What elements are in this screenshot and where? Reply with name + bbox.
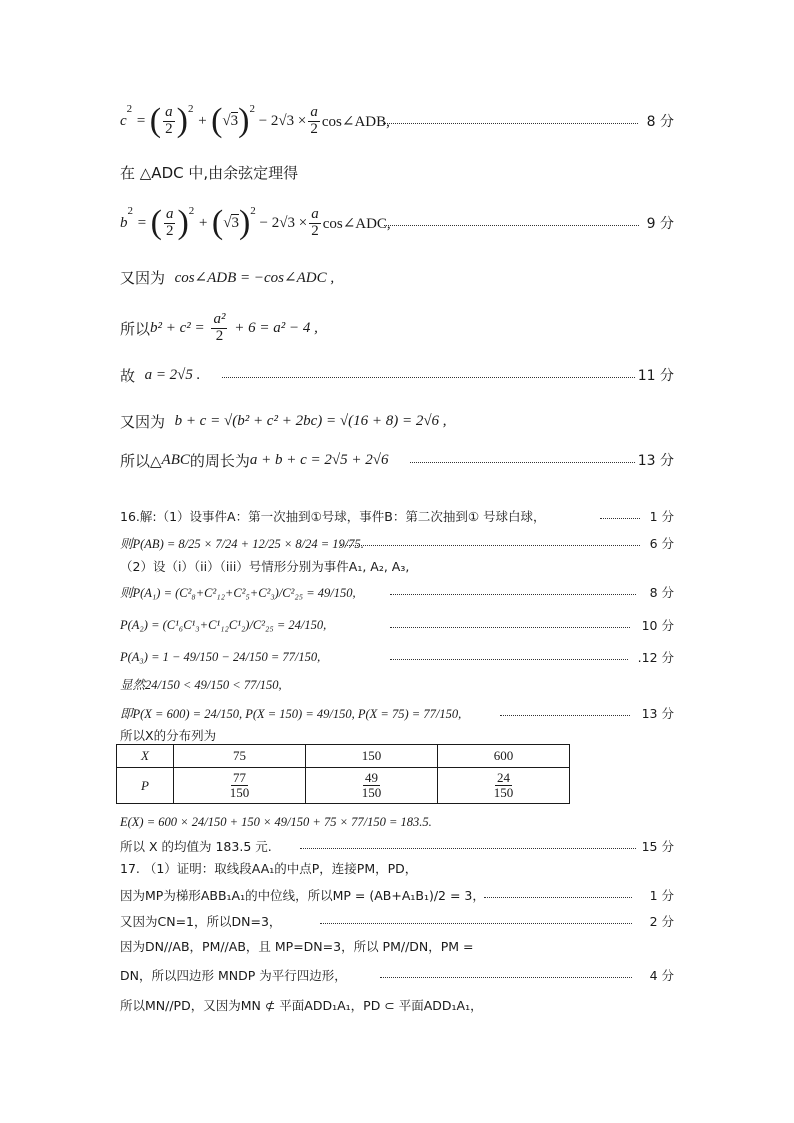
dot-leader xyxy=(380,977,632,978)
lhs-b: b xyxy=(120,214,128,231)
eq-a-value: 故 a = 2√5 . 11 分 xyxy=(0,355,794,395)
dot-leader xyxy=(390,627,630,628)
score-2: 2 分 xyxy=(649,914,674,929)
score-11: 11 分 xyxy=(637,368,674,384)
score-6: 6 分 xyxy=(649,536,674,551)
table-row xyxy=(117,745,570,768)
table-header-x: X xyxy=(117,745,174,768)
score-10: 10 分 xyxy=(641,618,674,633)
score-13: 13 分 xyxy=(637,453,674,469)
q16-line-3: （2）设（i）（ii）（iii）号情形分别为事件A₁, A₂, A₃, xyxy=(120,559,410,574)
table-cell: 600 xyxy=(438,745,570,768)
lhs-c: c xyxy=(120,112,127,129)
dot-leader xyxy=(384,225,639,226)
q17-line-6: 所以MN//PD，又因为MN ⊄ 平面ADD₁A₁，PD ⊂ 平面ADD₁A₁， xyxy=(120,998,483,1013)
table-cell: 75 xyxy=(174,745,306,768)
table-cell: $\frac{49}{150}$ xyxy=(306,768,438,804)
q17-line-1: 17. （1）证明：取线段AA₁的中点P，连接PM，PD， xyxy=(120,861,418,876)
q17-line-4: 因为DN//AB，PM//AB，且 MP=DN=3，所以 PM//DN，PM = xyxy=(120,939,474,954)
dot-leader xyxy=(222,377,635,378)
dot-leader xyxy=(340,545,640,546)
table-header-p: P xyxy=(117,768,174,804)
q17-line-3: 又因为CN=1，所以DN=3， 2 分 xyxy=(0,903,794,939)
eq-b-squared: b 2 = ( $\frac{a}{2}$ ) 2 + ( √ 3 ) 2 − 2√3 × $\frac{a}{2}$ cos∠ADC, 9 分 xyxy=(120,204,674,241)
dot-leader xyxy=(484,897,632,898)
q16-expectation: E(X) = 600 × 24/150 + 150 × 49/150 + 75 × 77/150 = 183.5. xyxy=(120,814,432,829)
score-4: 4 分 xyxy=(649,968,674,983)
q16-mean: 所以 X 的均值为 183.5 元. 15 分 xyxy=(0,828,794,864)
q16-line-8: 即P(X = 600) = 24/150, P(X = 150) = 49/150, P(X = 75) = 77/150, 13 分 xyxy=(0,695,794,731)
dot-leader xyxy=(500,715,630,716)
eq-perimeter: 所以△ ABC 的周长为 a + b + c = 2√5 + 2√6 13 分 xyxy=(0,440,794,480)
text-adc-cosine: 在 △ADC 中,由余弦定理得 xyxy=(120,163,299,182)
text-cos-relation: 又因为 cos∠ADB = −cos∠ADC , xyxy=(120,268,335,287)
dot-leader xyxy=(600,518,640,519)
dot-leader xyxy=(390,659,628,660)
score-1: 1 分 xyxy=(649,509,674,524)
dot-leader xyxy=(383,123,638,124)
dot-leader xyxy=(390,594,636,595)
q16-line-6: P(A₃) = 1 − 49/150 − 24/150 = 77/150, .12 分 xyxy=(0,639,794,675)
q16-line-9: 所以X的分布列为 xyxy=(120,728,217,743)
score-1b: 1 分 xyxy=(649,888,674,903)
eq-c-squared: c 2 = ( $\frac{a}{2}$ ) 2 + ( √ 3 ) 2 − 2√3 × $\frac{a}{2}$ cos∠ADB, 8 分 xyxy=(120,102,674,139)
dot-leader xyxy=(300,848,636,849)
table-row xyxy=(117,768,570,804)
score-15: 15 分 xyxy=(641,839,674,854)
q16-line-5: P(A₂) = (C¹₆C¹₃+C¹₁₂C¹₂)/C²₂₅ = 24/150, 10 分 xyxy=(0,607,794,643)
q16-line-7: 显然24/150 < 49/150 < 77/150, xyxy=(120,678,282,692)
q17-line-2: 因为MP为梯形ABB₁A₁的中位线，所以MP = (AB+A₁B₁)/2 = 3， 1 分 xyxy=(0,877,794,913)
eq-b-plus-c: 又因为 b + c = √(b² + c² + 2bc) = √(16 + 8) = 2√6 , xyxy=(120,412,447,431)
dot-leader xyxy=(320,923,632,924)
distribution-table xyxy=(116,744,570,804)
q16-line-1: 16.解:（1）设事件A：第一次抽到①号球，事件B：第二次抽到① 号球白球， 1 分 xyxy=(0,498,794,534)
dot-leader xyxy=(410,462,635,463)
score-12: .12 分 xyxy=(637,650,674,665)
score-13b: 13 分 xyxy=(641,706,674,721)
score-8b: 8 分 xyxy=(649,585,674,600)
q16-line-2: 则P(AB) = 8/25 × 7/24 + 12/25 × 8/24 = 19/75. 6 分 xyxy=(0,525,794,561)
q16-line-4: 则P(A₁) = (C²₈+C²₁₂+C²₅+C²₃)/C²₂₅ = 49/150, 8 分 xyxy=(0,574,794,610)
score-8: 8 分 xyxy=(646,114,674,130)
q17-line-5: DN，所以四边形 MNDP 为平行四边形， 4 分 xyxy=(0,957,794,993)
score-9: 9 分 xyxy=(646,216,674,232)
table-cell: $\frac{24}{150}$ xyxy=(438,768,570,804)
table-cell: $\frac{77}{150}$ xyxy=(174,768,306,804)
table-cell: 150 xyxy=(306,745,438,768)
eq-sum-squares: 所以 b² + c² = $\frac{\text{a²}}{2}$ + 6 = a² − 4 , xyxy=(120,310,318,344)
